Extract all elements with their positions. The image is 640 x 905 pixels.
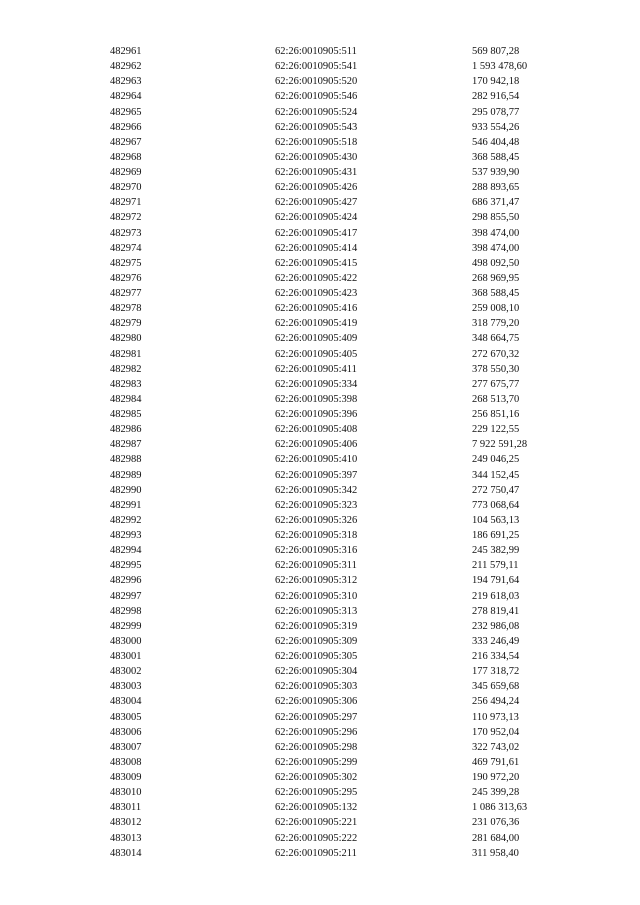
table-row [110, 407, 592, 422]
cadastral-value-cell: 229 122,55 [472, 424, 520, 436]
cadastral-value-cell: 211 579,11 [472, 560, 519, 572]
row-number-cell: 482971 [110, 197, 142, 209]
row-number-cell: 482962 [110, 61, 142, 73]
row-number-cell: 482993 [110, 530, 142, 541]
table-row [110, 150, 592, 165]
cadastral-value-cell: 216 334,54 [472, 651, 520, 662]
row-number-cell: 483001 [110, 651, 142, 662]
table-row [110, 362, 592, 377]
cadastral-value-cell: 256 494,24 [472, 696, 520, 708]
row-number-cell: 482970 [110, 182, 142, 194]
table-row [110, 725, 592, 740]
cadastral-value-table [110, 44, 592, 861]
row-number-cell: 482966 [110, 121, 142, 133]
row-number-cell: 482961 [110, 46, 142, 57]
cadastral-number-cell: 62:26:0010905:326 [275, 514, 358, 526]
table-row [110, 301, 592, 316]
table-row [110, 710, 592, 725]
cadastral-number-cell: 62:26:0010905:396 [275, 409, 358, 420]
cadastral-value-cell: 259 008,10 [472, 303, 520, 315]
row-number-cell: 482969 [110, 167, 142, 178]
cadastral-number-cell: 62:26:0010905:518 [275, 136, 358, 148]
table-row [110, 120, 592, 135]
cadastral-number-cell: 62:26:0010905:426 [275, 182, 358, 194]
cadastral-number-cell: 62:26:0010905:310 [275, 590, 358, 602]
cadastral-value-cell: 272 670,32 [472, 348, 520, 360]
cadastral-number-cell: 62:26:0010905:427 [275, 197, 358, 209]
cadastral-number-cell: 62:26:0010905:211 [275, 847, 357, 859]
row-number-cell: 482995 [110, 560, 142, 572]
table-row [110, 483, 592, 498]
cadastral-value-cell: 268 513,70 [472, 393, 520, 405]
row-number-cell: 482964 [110, 91, 142, 103]
cadastral-number-cell: 62:26:0010905:414 [275, 242, 358, 254]
table-row [110, 694, 592, 709]
row-number-cell: 482963 [110, 76, 142, 88]
row-number-cell: 483004 [110, 696, 142, 708]
row-number-cell: 482994 [110, 545, 142, 557]
row-number-cell: 482979 [110, 318, 142, 330]
row-number-cell: 482976 [110, 272, 142, 284]
table-row [110, 331, 592, 346]
cadastral-number-cell: 62:26:0010905:342 [275, 484, 358, 496]
cadastral-value-cell: 277 675,77 [472, 378, 520, 390]
cadastral-number-cell: 62:26:0010905:312 [275, 575, 358, 587]
table-row [110, 392, 592, 407]
cadastral-value-cell: 278 819,41 [472, 605, 520, 617]
row-number-cell: 482985 [110, 409, 142, 420]
cadastral-value-cell: 186 691,25 [472, 530, 520, 541]
row-number-cell: 482997 [110, 590, 142, 602]
cadastral-number-cell: 62:26:0010905:543 [275, 121, 358, 133]
cadastral-value-cell: 298 855,50 [472, 212, 520, 224]
cadastral-number-cell: 62:26:0010905:298 [275, 741, 358, 753]
cadastral-value-cell: 232 986,08 [472, 620, 520, 632]
cadastral-value-cell: 344 152,45 [472, 469, 520, 481]
table-body [110, 44, 592, 861]
row-number-cell: 482978 [110, 303, 142, 315]
table-row [110, 180, 592, 195]
cadastral-value-cell: 368 588,45 [472, 151, 520, 163]
cadastral-number-cell: 62:26:0010905:132 [275, 802, 358, 814]
row-number-cell: 483000 [110, 635, 142, 647]
cadastral-number-cell: 62:26:0010905:423 [275, 288, 358, 299]
row-number-cell: 483006 [110, 726, 142, 738]
cadastral-value-cell: 345 659,68 [472, 681, 520, 693]
cadastral-value-cell: 170 942,18 [472, 76, 520, 88]
cadastral-value-cell: 378 550,30 [472, 363, 520, 375]
table-row [110, 195, 592, 210]
row-number-cell: 483010 [110, 787, 142, 799]
table-row [110, 468, 592, 483]
table-row [110, 664, 592, 679]
cadastral-value-cell: 498 092,50 [472, 257, 520, 269]
table-row [110, 800, 592, 815]
table-row [110, 604, 592, 619]
cadastral-number-cell: 62:26:0010905:520 [275, 76, 358, 88]
row-number-cell: 483007 [110, 741, 142, 753]
cadastral-value-cell: 295 078,77 [472, 106, 520, 118]
cadastral-number-cell: 62:26:0010905:419 [275, 318, 358, 330]
cadastral-number-cell: 62:26:0010905:309 [275, 635, 358, 647]
table-row [110, 740, 592, 755]
cadastral-number-cell: 62:26:0010905:334 [275, 378, 358, 390]
cadastral-value-cell: 1 593 478,60 [472, 61, 528, 73]
cadastral-value-cell: 348 664,75 [472, 333, 520, 345]
cadastral-value-cell: 773 068,64 [472, 499, 520, 511]
cadastral-value-cell: 537 939,90 [472, 167, 520, 178]
cadastral-number-cell: 62:26:0010905:408 [275, 424, 358, 436]
table-row [110, 528, 592, 543]
table-row [110, 210, 592, 225]
cadastral-number-cell: 62:26:0010905:303 [275, 681, 358, 693]
row-number-cell: 483009 [110, 772, 142, 783]
table-row [110, 846, 592, 861]
cadastral-value-cell: 219 618,03 [472, 590, 520, 602]
cadastral-number-cell: 62:26:0010905:295 [275, 787, 358, 799]
cadastral-number-cell: 62:26:0010905:398 [275, 393, 358, 405]
row-number-cell: 482965 [110, 106, 142, 118]
table-row [110, 452, 592, 467]
row-number-cell: 483003 [110, 681, 142, 693]
row-number-cell: 482999 [110, 620, 142, 632]
row-number-cell: 482981 [110, 348, 142, 360]
cadastral-number-cell: 62:26:0010905:416 [275, 303, 358, 315]
cadastral-value-cell: 170 952,04 [472, 726, 520, 738]
table-row [110, 543, 592, 558]
table-row [110, 347, 592, 362]
cadastral-number-cell: 62:26:0010905:411 [275, 363, 357, 375]
cadastral-value-cell: 281 684,00 [472, 832, 520, 844]
row-number-cell: 482972 [110, 212, 142, 224]
row-number-cell: 483005 [110, 711, 142, 723]
table-row [110, 74, 592, 89]
cadastral-number-cell: 62:26:0010905:318 [275, 530, 358, 541]
cadastral-number-cell: 62:26:0010905:424 [275, 212, 358, 224]
table-row [110, 241, 592, 256]
table-row [110, 59, 592, 74]
cadastral-value-cell: 245 399,28 [472, 787, 520, 799]
cadastral-number-cell: 62:26:0010905:221 [275, 817, 358, 829]
row-number-cell: 483012 [110, 817, 142, 829]
table-row [110, 437, 592, 452]
row-number-cell: 482996 [110, 575, 142, 587]
table-row [110, 316, 592, 331]
row-number-cell: 482989 [110, 469, 142, 481]
table-row [110, 573, 592, 588]
cadastral-value-cell: 7 922 591,28 [472, 439, 528, 451]
table-row [110, 422, 592, 437]
cadastral-value-cell: 686 371,47 [472, 197, 520, 209]
cadastral-number-cell: 62:26:0010905:406 [275, 439, 358, 451]
row-number-cell: 482973 [110, 227, 142, 239]
row-number-cell: 482998 [110, 605, 142, 617]
cadastral-value-cell: 231 076,36 [472, 817, 520, 829]
cadastral-number-cell: 62:26:0010905:417 [275, 227, 358, 239]
cadastral-number-cell: 62:26:0010905:311 [275, 560, 357, 572]
cadastral-value-cell: 368 588,45 [472, 288, 520, 299]
cadastral-value-cell: 1 086 313,63 [472, 802, 528, 814]
row-number-cell: 483011 [110, 802, 142, 814]
cadastral-number-cell: 62:26:0010905:306 [275, 696, 358, 708]
row-number-cell: 482983 [110, 378, 142, 390]
cadastral-number-cell: 62:26:0010905:422 [275, 272, 358, 284]
cadastral-number-cell: 62:26:0010905:302 [275, 772, 358, 783]
row-number-cell: 482990 [110, 484, 142, 496]
table-row [110, 135, 592, 150]
row-number-cell: 482974 [110, 242, 142, 254]
row-number-cell: 482982 [110, 363, 142, 375]
cadastral-value-cell: 398 474,00 [472, 242, 520, 254]
cadastral-number-cell: 62:26:0010905:431 [275, 167, 358, 178]
table-row [110, 831, 592, 846]
table-row [110, 377, 592, 392]
row-number-cell: 482980 [110, 333, 142, 345]
cadastral-value-cell: 546 404,48 [472, 136, 520, 148]
table-row [110, 226, 592, 241]
table-row [110, 634, 592, 649]
cadastral-number-cell: 62:26:0010905:524 [275, 106, 358, 118]
table-row [110, 271, 592, 286]
cadastral-value-cell: 333 246,49 [472, 635, 520, 647]
cadastral-number-cell: 62:26:0010905:296 [275, 726, 358, 738]
table-row [110, 589, 592, 604]
cadastral-number-cell: 62:26:0010905:409 [275, 333, 358, 345]
cadastral-number-cell: 62:26:0010905:410 [275, 454, 358, 466]
table-row [110, 770, 592, 785]
cadastral-value-cell: 104 563,13 [472, 514, 520, 526]
table-row [110, 785, 592, 800]
row-number-cell: 482992 [110, 514, 142, 526]
cadastral-number-cell: 62:26:0010905:299 [275, 756, 358, 768]
table-row [110, 105, 592, 120]
table-row [110, 755, 592, 770]
table-row [110, 619, 592, 634]
cadastral-number-cell: 62:26:0010905:415 [275, 257, 358, 269]
table-row [110, 44, 592, 59]
cadastral-value-cell: 272 750,47 [472, 484, 520, 496]
table-row [110, 513, 592, 528]
table-row [110, 558, 592, 573]
table-row [110, 649, 592, 664]
cadastral-value-cell: 933 554,26 [472, 121, 520, 133]
cadastral-value-cell: 288 893,65 [472, 182, 520, 194]
cadastral-value-cell: 322 743,02 [472, 741, 520, 753]
row-number-cell: 482977 [110, 288, 142, 299]
cadastral-value-cell: 469 791,61 [472, 756, 520, 768]
row-number-cell: 483008 [110, 756, 142, 768]
cadastral-value-cell: 569 807,28 [472, 46, 520, 57]
cadastral-value-cell: 177 318,72 [472, 666, 520, 678]
table-row [110, 815, 592, 830]
cadastral-number-cell: 62:26:0010905:323 [275, 499, 358, 511]
row-number-cell: 482987 [110, 439, 142, 451]
row-number-cell: 482988 [110, 454, 142, 466]
cadastral-number-cell: 62:26:0010905:511 [275, 46, 357, 57]
cadastral-value-cell: 245 382,99 [472, 545, 520, 557]
cadastral-number-cell: 62:26:0010905:222 [275, 832, 358, 844]
cadastral-number-cell: 62:26:0010905:297 [275, 711, 358, 723]
cadastral-number-cell: 62:26:0010905:316 [275, 545, 358, 557]
cadastral-value-cell: 311 958,40 [472, 847, 519, 859]
row-number-cell: 483002 [110, 666, 142, 678]
cadastral-value-cell: 318 779,20 [472, 318, 520, 330]
cadastral-number-cell: 62:26:0010905:304 [275, 666, 358, 678]
row-number-cell: 482968 [110, 151, 142, 163]
table-row [110, 256, 592, 271]
cadastral-number-cell: 62:26:0010905:319 [275, 620, 358, 632]
cadastral-number-cell: 62:26:0010905:430 [275, 151, 358, 163]
row-number-cell: 482984 [110, 393, 142, 405]
cadastral-number-cell: 62:26:0010905:546 [275, 91, 358, 103]
cadastral-value-cell: 398 474,00 [472, 227, 520, 239]
row-number-cell: 482986 [110, 424, 142, 436]
cadastral-number-cell: 62:26:0010905:305 [275, 651, 358, 662]
cadastral-number-cell: 62:26:0010905:313 [275, 605, 358, 617]
row-number-cell: 483013 [110, 832, 142, 844]
cadastral-value-cell: 190 972,20 [472, 772, 520, 783]
cadastral-value-cell: 282 916,54 [472, 91, 520, 103]
row-number-cell: 482975 [110, 257, 142, 269]
row-number-cell: 483014 [110, 847, 142, 859]
table-row [110, 89, 592, 104]
table-row [110, 498, 592, 513]
row-number-cell: 482967 [110, 136, 142, 148]
cadastral-value-cell: 110 973,13 [472, 711, 519, 723]
cadastral-value-cell: 256 851,16 [472, 409, 520, 420]
cadastral-value-cell: 249 046,25 [472, 454, 520, 466]
cadastral-value-cell: 268 969,95 [472, 272, 520, 284]
cadastral-number-cell: 62:26:0010905:541 [275, 61, 358, 73]
table-row [110, 679, 592, 694]
cadastral-value-cell: 194 791,64 [472, 575, 520, 587]
table-row [110, 286, 592, 301]
cadastral-number-cell: 62:26:0010905:397 [275, 469, 358, 481]
row-number-cell: 482991 [110, 499, 142, 511]
table-row [110, 165, 592, 180]
cadastral-number-cell: 62:26:0010905:405 [275, 348, 358, 360]
